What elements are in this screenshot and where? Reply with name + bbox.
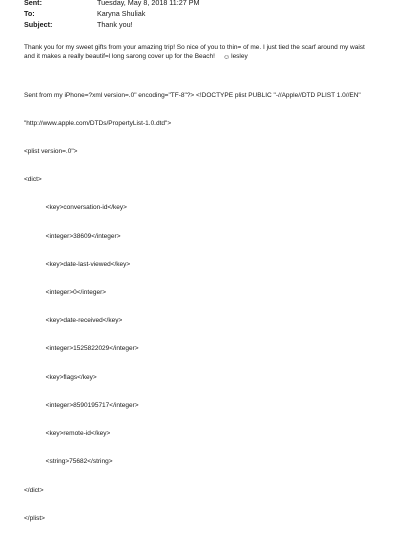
plist-line: <dict> (24, 176, 42, 184)
plist-line: <plist version=.0"> (24, 147, 78, 155)
email-header (24, 0, 384, 30)
plist-line: <integer>38609</integer> (24, 232, 121, 240)
plist-line: <integer>1525822029</integer> (24, 345, 139, 353)
smiley-face-icon: ☺ (222, 53, 231, 61)
message-line-1: Thank you for my sweet gifts from your amazing trip! So nice of you to thin= of me. I just tied the scarf around my waist (24, 44, 365, 51)
plist-line: <integer>8590195717</integer> (24, 401, 139, 409)
plist-line: <key>conversation-id</key> (24, 204, 127, 212)
message-line-2-text: and it makes a really beautif=l long sarong cover up for the Beach! (24, 53, 215, 61)
subject-label: Subject: (24, 20, 53, 29)
message-line-2 (24, 52, 380, 62)
subject-value: Thank you! (97, 20, 133, 29)
sent-row (24, 0, 384, 8)
plist-line: <key>flags</key> (24, 373, 97, 381)
email-body (24, 43, 380, 542)
plist-line: <key>remote-id</key> (24, 430, 111, 438)
plist-line: Sent from my iPhone=?xml version=.0" encoding="TF-8"?> <!DOCTYPE plist PUBLIC "-//Apple//DTD PLIST 1.0//EN" (24, 91, 361, 99)
subject-row (24, 19, 384, 30)
to-row (24, 8, 384, 19)
sent-value: Tuesday, May 8, 2018 11:27 PM (97, 0, 200, 7)
to-label: To: (24, 9, 35, 18)
paragraph-spacer (24, 62, 380, 71)
sent-label: Sent: (24, 0, 42, 7)
plist-line: <integer>0</integer> (24, 289, 107, 297)
plist-line: <key>date-received</key> (24, 317, 123, 325)
plist-line: </dict> (24, 486, 44, 494)
plist-line: <string>75682</string> (24, 458, 113, 466)
plist-block (24, 72, 380, 542)
to-value: Karyna Shuliak (97, 9, 146, 18)
plist-line: </plist> (24, 514, 45, 522)
signature-text: lesley (231, 53, 248, 61)
plist-line: "http://www.apple.com/DTDs/PropertyList-1.0.dtd"> (24, 119, 172, 127)
plist-line: <key>date-last-viewed</key> (24, 260, 131, 268)
